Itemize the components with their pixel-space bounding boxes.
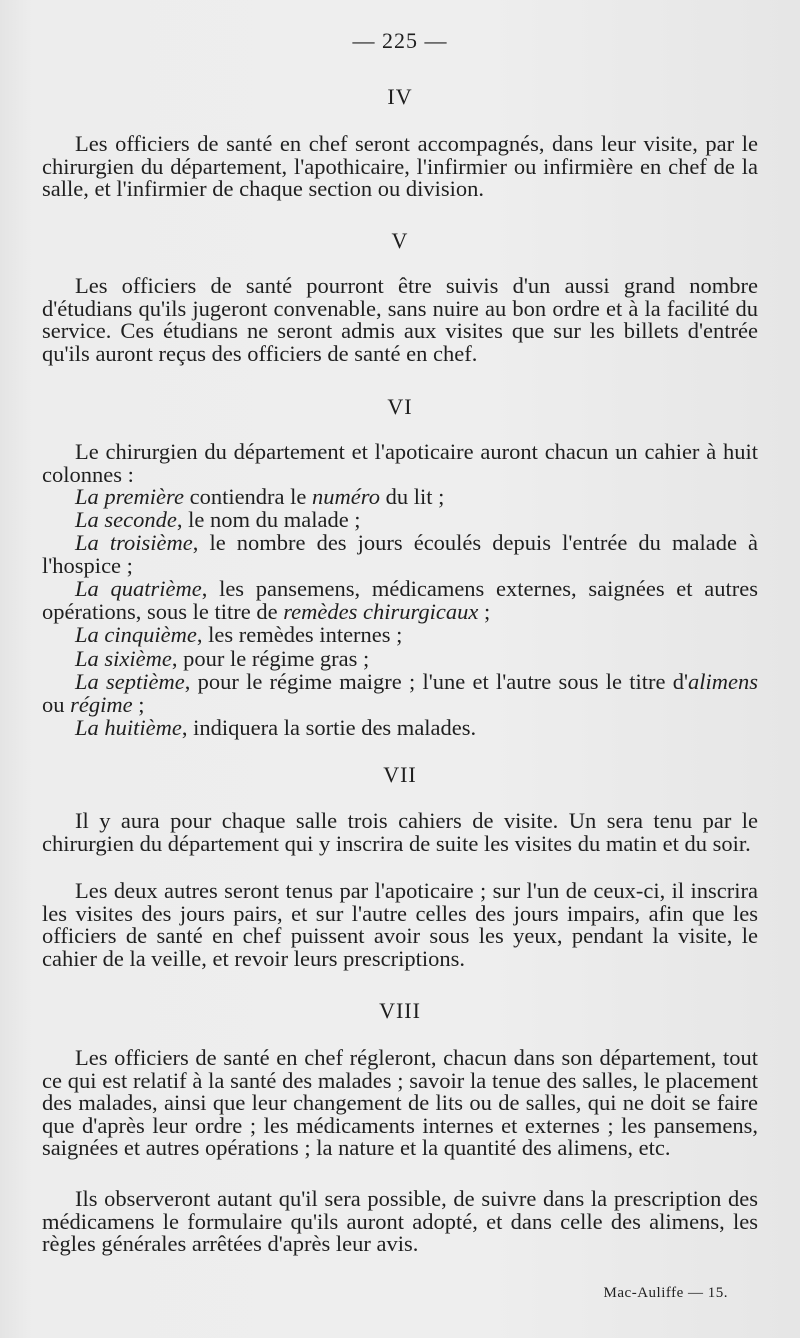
- column-label: La troisième: [75, 530, 193, 555]
- section-viii-text-1: Les officiers de santé en chef régleront, chacun dans son département, tout ce qui est relatif à la santé des malades ; savoir la tenue des salles, le placement des malades, ainsi que leur changement de lits ou de salles, qui ne doit se faire que d'après leur ordre ; les médicaments internes et externes ; les pansemens, saignées et autres opérations ; la nature et la quantité des alimens, etc.: [42, 1045, 758, 1161]
- section-heading-iv: IV: [387, 84, 413, 109]
- column-text: ou: [42, 691, 71, 717]
- section-vii-text-2: Les deux autres seront tenus par l'apoticaire ; sur l'un de ceux-ci, il inscrira les visites des jours pairs, et sur l'autre celles des jours impairs, afin que les officiers de santé en chef puissent avoir sous les yeux, pendant la visite, le cahier de la veille, et revoir leurs prescriptions.: [42, 878, 758, 971]
- footer-signature: Mac-Auliffe — 15.: [603, 1285, 728, 1301]
- section-viii-paragraph-2: [42, 1188, 758, 1256]
- column-item-5: [42, 624, 758, 647]
- column-text: , le nom du malade ;: [176, 507, 361, 532]
- column-label: La sixième: [75, 646, 172, 671]
- section-vii-text-1: Il y aura pour chaque salle trois cahiers de visite. Un sera tenu par le chirurgien du département qui y inscrira de suite les visites du matin et du soir.: [42, 808, 758, 856]
- column-emphasis: alimens: [688, 669, 759, 694]
- column-label: La seconde: [75, 507, 177, 532]
- section-viii-paragraph-1: [42, 1047, 758, 1160]
- column-item-2: [42, 509, 758, 532]
- column-label: La cinquième: [75, 622, 197, 647]
- section-v-text: Les officiers de santé pourront être suivis d'un aussi grand nombre d'étudians qu'ils jugeront convenable, sans nuire au bon ordre et à la facilité du service. Ces étudians ne seront admis aux visites que sur les billets d'entrée qu'ils auront reçus des officiers de santé en chef.: [42, 273, 758, 366]
- section-v-paragraph: [42, 275, 758, 365]
- column-label: La première: [75, 484, 184, 509]
- column-text: , le nombre des jours écoulés depuis l'entrée du malade à l'hospice ;: [42, 530, 758, 578]
- column-emphasis: régime: [70, 691, 133, 717]
- section-vii-paragraph-2: [42, 880, 758, 970]
- column-emphasis: numéro: [312, 484, 380, 509]
- column-text: , indiquera la sortie des malades.: [181, 715, 477, 740]
- column-text: ;: [132, 691, 145, 717]
- column-item-8: [42, 717, 758, 740]
- section-heading-viii: VIII: [379, 998, 421, 1023]
- column-item-7: [42, 671, 758, 716]
- section-heading-v: V: [391, 228, 409, 253]
- column-label: La quatrième: [75, 576, 202, 601]
- section-vi-intro-text: Le chirurgien du département et l'apoticaire auront chacun un cahier à huit colonnes :: [42, 439, 758, 487]
- column-text: ;: [478, 598, 491, 624]
- section-vii-paragraph-1: [42, 810, 758, 855]
- column-item-1: [42, 486, 758, 509]
- column-item-3: [42, 532, 758, 577]
- column-text: , pour le régime maigre ; l'une et l'autre sous le titre d': [184, 669, 689, 694]
- section-heading-vi: VI: [387, 394, 413, 419]
- section-viii-text-2: Ils observeront autant qu'il sera possible, de suivre dans la prescription des médicamens le formulaire qu'ils auront adopté, et dans celle des alimens, les règles générales arrêtées d'après leur avis.: [42, 1186, 758, 1257]
- section-vi-intro: [42, 441, 758, 486]
- section-iv-paragraph: [42, 133, 758, 201]
- column-text: du lit ;: [379, 484, 445, 509]
- column-label: La septième: [75, 669, 185, 694]
- column-emphasis: remèdes chirurgicaux: [283, 598, 479, 624]
- column-text: , les pansemens, médicamens externes, saignées et autres opérations, sous le titre de: [42, 576, 758, 624]
- column-item-4: [42, 578, 758, 623]
- column-text: , les remèdes internes ;: [196, 622, 403, 647]
- column-label: La huitième: [75, 715, 182, 740]
- column-text: contiendra le: [183, 484, 313, 509]
- column-item-6: [42, 648, 758, 671]
- column-text: , pour le régime gras ;: [171, 646, 370, 671]
- section-iv-text: Les officiers de santé en chef seront accompagnés, dans leur visite, par le chirurgien du département, l'apothicaire, l'infirmier ou infirmière en chef de la salle, et l'infirmier de chaque section ou division.: [42, 131, 758, 202]
- page-number: — 225 —: [352, 28, 448, 53]
- section-heading-vii: VII: [383, 762, 417, 787]
